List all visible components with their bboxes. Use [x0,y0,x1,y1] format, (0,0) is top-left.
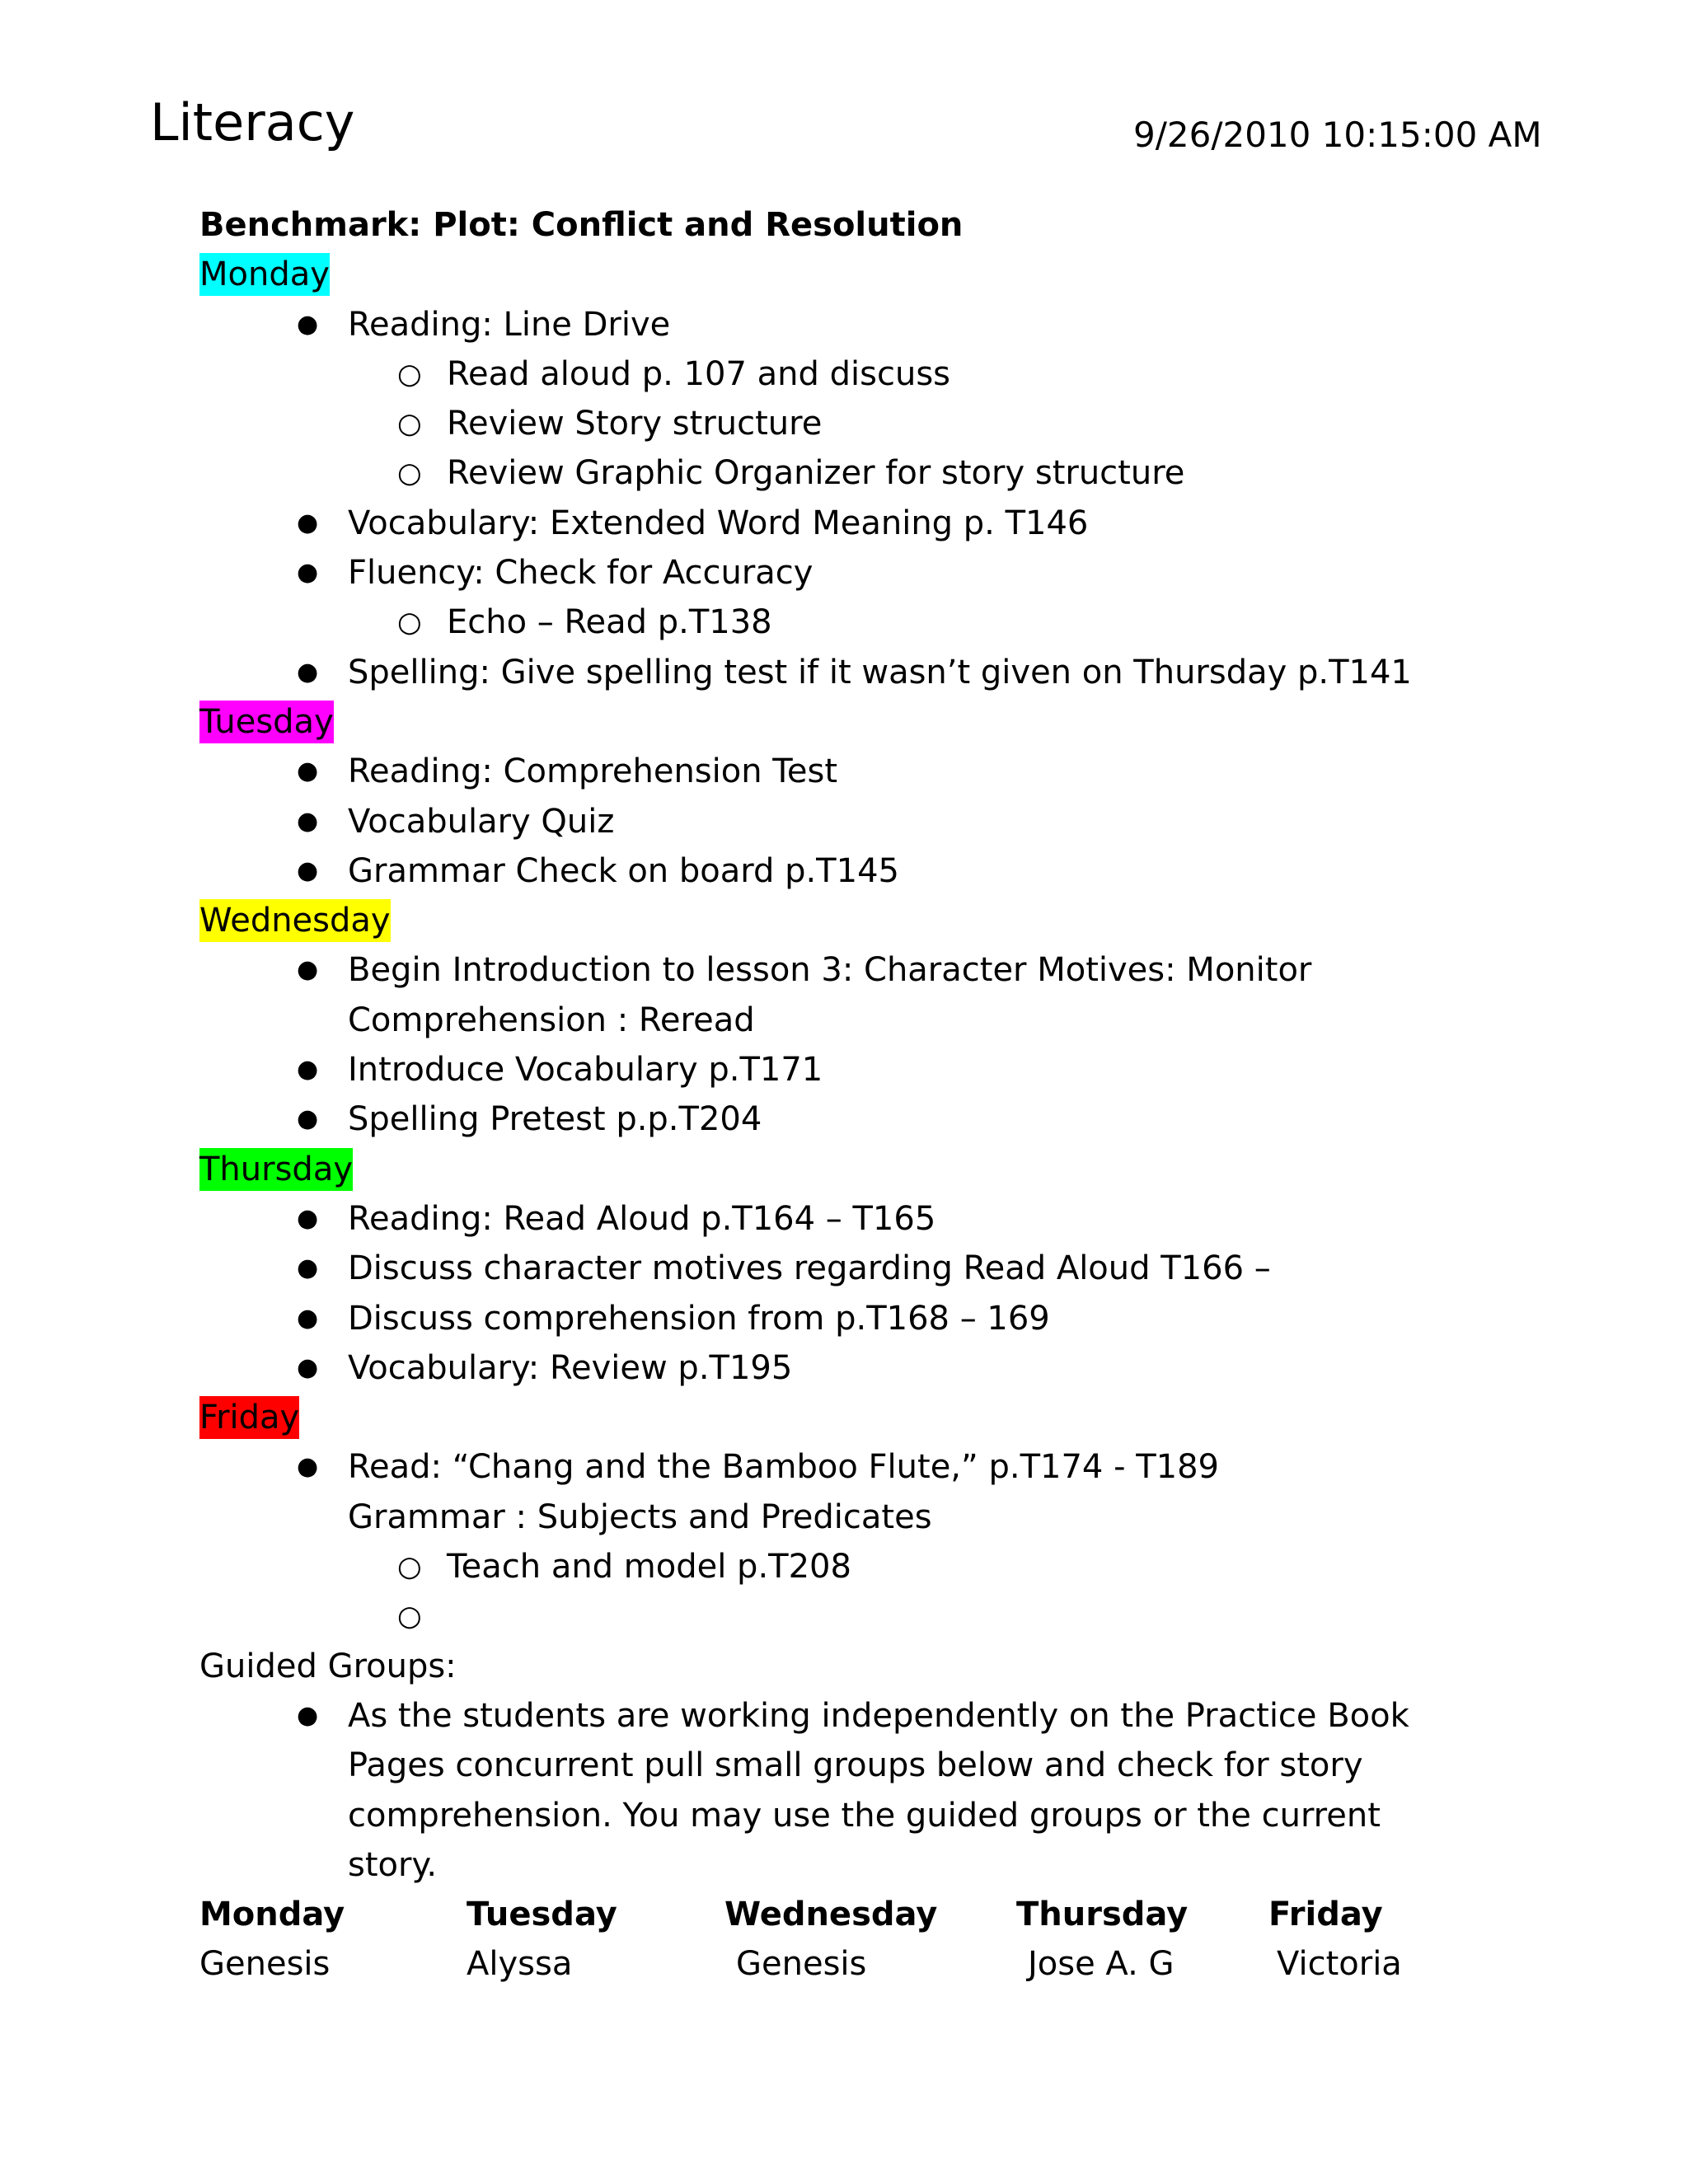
table-cell: Genesis [736,1945,867,1984]
list-item-text: Reading: Comprehension Test [348,752,838,791]
hollow-bullet-icon: ○ [397,1550,422,1584]
list-item-text: Vocabulary: Review p.T195 [348,1348,793,1387]
day-label-wednesday: Wednesday [199,899,391,942]
list-item [199,1691,1568,1741]
bullet-icon: ● [297,1303,319,1333]
list-item-text: Vocabulary: Extended Word Meaning p. T146 [348,504,1089,542]
table-header-cell: Wednesday [724,1896,938,1933]
list-item [199,1194,1568,1244]
list-item [199,1244,1568,1293]
bullet-icon: ● [297,657,319,687]
document-timestamp: 9/26/2010 10:15:00 AM [1133,115,1542,155]
list-item [199,1294,1568,1343]
page-title: Literacy [150,92,355,152]
bullet-icon: ● [297,1352,319,1382]
bullet-icon: ● [297,1104,319,1134]
day-label-thursday: Thursday [199,1148,353,1191]
hollow-bullet-icon: ○ [397,606,422,640]
table-header-row [199,1890,1436,1939]
guided-groups-heading: Guided Groups: [199,1647,457,1685]
hollow-bullet-icon: ○ [397,407,422,441]
bullet-icon: ● [297,508,319,537]
list-item-text: comprehension. You may use the guided groups or the current [348,1796,1381,1835]
hollow-bullet-icon: ○ [397,1600,422,1633]
table-header-cell: Friday [1268,1896,1383,1933]
day-heading-friday [199,1393,1568,1442]
sub-list-item [199,598,1568,647]
list-item [199,747,1568,796]
table-cell: Jose A. G [1028,1945,1175,1984]
list-item-text: story. [348,1845,438,1884]
bullet-icon: ● [297,309,319,339]
sub-list-item [199,349,1568,399]
sub-list-item-empty [199,1591,1568,1641]
day-heading-monday [199,250,1568,299]
list-item [199,846,1568,896]
bullet-icon: ● [297,855,319,885]
bullet-icon: ● [297,1700,319,1730]
list-item-text: Discuss character motives regarding Read Aloud T166 – [348,1249,1271,1288]
list-item-text: Reading: Line Drive [348,305,671,344]
list-item-text: Spelling Pretest p.p.T204 [348,1100,762,1139]
bullet-icon: ● [297,806,319,836]
list-item [199,1343,1568,1393]
list-item-continuation [199,1791,1568,1840]
guided-groups-table [199,1890,1436,1990]
list-item [199,499,1568,548]
table-row [199,1939,1436,1989]
table-header-cell: Thursday [1016,1896,1189,1933]
sub-list-item [199,399,1568,448]
day-label-monday: Monday [199,253,330,296]
hollow-bullet-icon: ○ [397,457,422,490]
day-heading-wednesday [199,896,1568,945]
table-cell: Victoria [1277,1945,1402,1984]
list-item-text: Spelling: Give spelling test if it wasn’t given on Thursday p.T141 [348,653,1412,691]
bullet-icon: ● [297,1254,319,1283]
sub-list-item-text: Read aloud p. 107 and discuss [447,354,950,393]
bullet-icon: ● [297,1452,319,1482]
sub-list-item-text: Review Story structure [447,405,823,443]
list-item-text: Grammar : Subjects and Predicates [348,1497,932,1536]
list-item-text: Grammar Check on board p.T145 [348,851,899,890]
list-item-text: Comprehension : Reread [348,1001,755,1039]
sub-list-item-text: Teach and model p.T208 [447,1548,851,1586]
list-item-text: Pages concurrent pull small groups below and check for story [348,1746,1363,1785]
list-item-continuation [199,1741,1568,1790]
bullet-icon: ● [297,1055,319,1085]
day-label-friday: Friday [199,1396,299,1439]
list-item-text: Reading: Read Aloud p.T164 – T165 [348,1199,936,1238]
sub-list-item [199,1542,1568,1591]
table-cell: Genesis [199,1945,331,1984]
list-item [199,945,1568,995]
list-item [199,548,1568,598]
bullet-icon: ● [297,757,319,786]
bullet-icon: ● [297,955,319,985]
list-item-continuation [199,1840,1568,1890]
list-item-continuation [199,1493,1568,1542]
list-item [199,300,1568,349]
bullet-icon: ● [297,1203,319,1233]
list-item-text: Read: “Chang and the Bamboo Flute,” p.T174 - T189 [348,1448,1219,1487]
day-heading-tuesday [199,697,1568,747]
list-item [199,1094,1568,1144]
hollow-bullet-icon: ○ [397,357,422,391]
table-header-cell: Monday [199,1896,345,1933]
day-label-tuesday: Tuesday [199,701,334,743]
list-item-text: Discuss comprehension from p.T168 – 169 [348,1299,1050,1338]
list-item-text: Introduce Vocabulary p.T171 [348,1051,823,1090]
list-item [199,1442,1568,1492]
sub-list-item-text: Echo – Read p.T138 [447,603,772,642]
list-item-text: Fluency: Check for Accuracy [348,554,814,593]
list-item-text: As the students are working independently on the Practice Book [348,1696,1409,1735]
lesson-plan-body [199,200,1568,1890]
sub-list-item [199,448,1568,498]
list-item-continuation [199,996,1568,1045]
list-item-text: Vocabulary Quiz [348,802,615,841]
sub-list-item-text: Review Graphic Organizer for story structure [447,454,1185,493]
table-cell: Alyssa [467,1945,573,1984]
list-item [199,797,1568,846]
benchmark-heading: Benchmark: Plot: Conflict and Resolution [199,206,964,244]
list-item [199,648,1568,697]
bullet-icon: ● [297,558,319,588]
table-header-cell: Tuesday [467,1896,617,1933]
day-heading-thursday [199,1145,1568,1194]
list-item-text: Begin Introduction to lesson 3: Character Motives: Monitor [348,951,1312,990]
list-item [199,1045,1568,1094]
